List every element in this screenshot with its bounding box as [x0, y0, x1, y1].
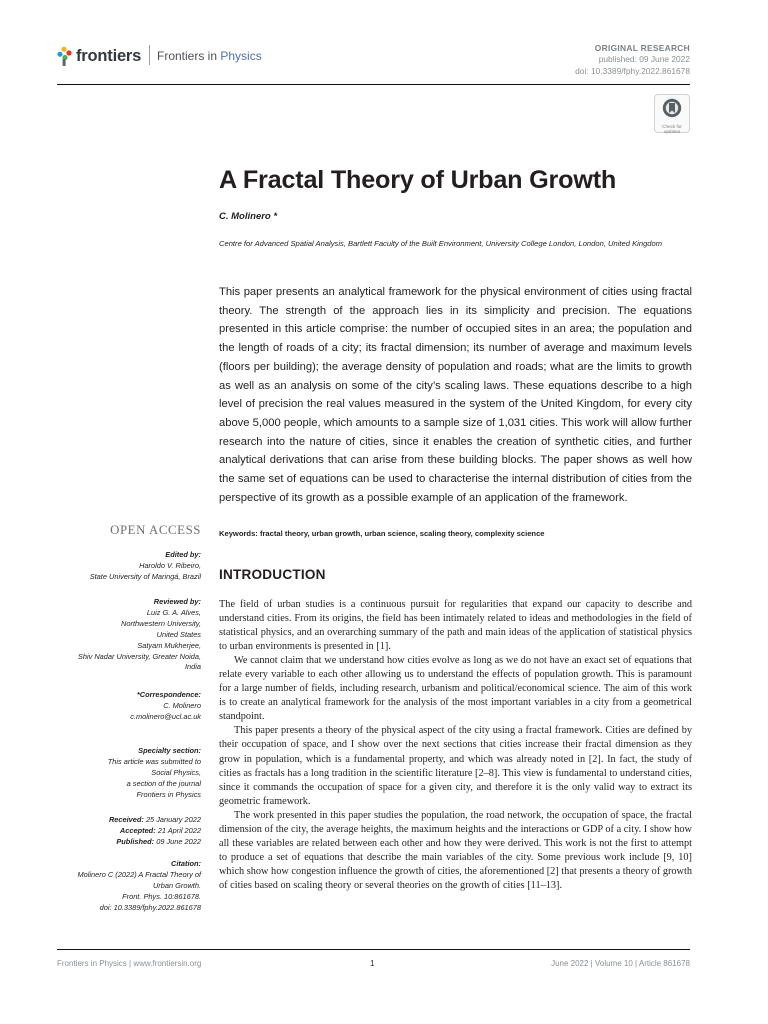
correspondence-section: [40, 690, 201, 723]
footer-rule: [57, 949, 690, 950]
keywords-text: fractal theory, urban growth, urban science, scaling theory, complexity science: [259, 529, 545, 538]
check-updates-icon: [662, 98, 682, 118]
citation-doi[interactable]: doi: 10.3389/fphy.2022.861678: [99, 902, 201, 912]
frontiers-logo[interactable]: [57, 44, 141, 68]
citation-line: Front. Phys. 10:861678.: [122, 891, 201, 901]
correspondence-email[interactable]: c.molinero@ucl.ac.uk: [130, 711, 201, 721]
received-date: [40, 815, 201, 826]
brand-wordmark: frontiers: [76, 46, 142, 65]
body-paragraph: The field of urban studies is a continuous pursuit for regularities that expand our capacity to describe and understand cities. From its origins, the field has been intimately related to ideas and methodologies in the field of statistical physics, and an overarching summary of the path and main ideas of the application of statistical physics to urban environments is presented in [1].: [219, 599, 692, 653]
correspondence-label: *Correspondence:: [136, 690, 201, 699]
footer-journal[interactable]: Frontiers in Physics | www.frontiersin.org: [57, 959, 202, 968]
specialty-label: Specialty section:: [138, 746, 201, 755]
body-paragraph: We cannot claim that we understand how cities evolve as long as we do not have an exact set of equations that relate every variable to each other allowing us to understand the effects of population growth. This is paramount for a large number of fields, including research, urbanism and political/economical science. The aim of this work is to create an analytical framework for the analysis of the most important variables in a city from a geometrical standpoint.: [219, 655, 692, 723]
specialty-line: This article was submitted to: [107, 756, 201, 766]
specialty-line: Social Physics,: [151, 767, 201, 777]
author-affiliation: Centre for Advanced Spatial Analysis, Bartlett Faculty of the Built Environment, University College London, London, United Kingdom: [219, 239, 663, 248]
header-divider: [149, 45, 150, 65]
dates-section: [40, 815, 201, 848]
reviewer-line: India: [184, 662, 201, 672]
frontiers-logo-icon: [57, 46, 73, 66]
specialty-section: [40, 746, 201, 801]
reviewer-line: Satyam Mukherjee,: [137, 640, 201, 650]
published-date-side: [40, 837, 201, 848]
paper-title: A Fractal Theory of Urban Growth: [219, 166, 617, 194]
open-access-label: OPEN ACCESS: [110, 523, 201, 537]
reviewed-by-section: [40, 597, 201, 673]
specialty-line: Frontiers in Physics: [136, 789, 201, 799]
journal-accent: Physics: [220, 49, 262, 63]
doi-link[interactable]: doi: 10.3389/fphy.2022.861678: [575, 65, 690, 76]
check-updates-line2: updates: [663, 129, 681, 134]
accepted-value: 21 April 2022: [157, 825, 201, 835]
accepted-date: [40, 826, 201, 837]
journal-prefix: Frontiers in: [157, 49, 221, 63]
abstract: This paper presents an analytical framework for the physical environment of cities using fractal theory. The strength of the approach lies in its simplicity and precision. The equations presented in this article comprise: the number of occupied sites in an area; the population and the length of roads of a city; its fractal dimension; its number of average and maximum levels (floors per building); the average density of population and roads; what are the limits to growth as well as an analysis on some of the city’s scaling laws. These equations describe to a high level of precision the real values measured in the system of the United Kingdom, for every city above 5,000 people, which amounts to a sample size of 1,031 cities. This work will allow further research into the nature of cities, since it enables the creation of synthetic cities, and further analytical derivations that can arise from these building blocks. The paper shows as well how the same set of equations can be used to characterise the internal distribution of cities from the perspective of its growth as a possible example of an application of the framework.: [219, 286, 692, 504]
citation-line: Urban Growth.: [152, 880, 201, 890]
page-number: 1: [370, 959, 375, 968]
editor-line: Haroldo V. Ribeiro,: [139, 560, 201, 570]
reviewer-line: Luiz G. A. Alves,: [146, 607, 201, 617]
reviewer-line: Shiv Nadar University, Greater Noida,: [77, 651, 201, 661]
header-rule: [57, 84, 690, 85]
published-label: Published:: [116, 836, 155, 846]
footer-issue: June 2022 | Volume 10 | Article 861678: [551, 959, 690, 968]
body-paragraph: The work presented in this paper studies the population, the road network, the occupation of space, the fractal dimension of the city, the average heights, the maximum heights and the interactions or GDP of a city. I show how all these variables are related between each other and how they were derived. This work is not the first to attempt to produce a set of equations that describe the main variables of the city. Some previous work include [9, 10] which show how congestion influence the growth of cities, the aforementioned [2] that presents a theory of growth of cities based on scaling theory or several theories on the growth of cities [11–13].: [219, 809, 692, 891]
journal-name[interactable]: [157, 49, 262, 63]
check-for-updates-badge[interactable]: [654, 94, 690, 133]
author-name[interactable]: C. Molinero *: [219, 211, 278, 222]
published-value: 09 June 2022: [156, 836, 201, 846]
article-meta: [575, 43, 690, 77]
published-date: published: 09 June 2022: [598, 54, 690, 65]
introduction-heading: INTRODUCTION: [219, 567, 326, 582]
accepted-label: Accepted:: [119, 825, 156, 835]
article-type: ORIGINAL RESEARCH: [594, 43, 690, 53]
body-paragraph: This paper presents a theory of the physical aspect of the city using a fractal framework. Cities are defined by their occupation of space, and I show over the next sections that cities increase their fractal dimension as they grow in population, which is a fundamental property, and which was already noted in [2]. In fact, the study of cities as fractals has a long tradition in the scientific literature [2–8]. This view is fundamental to understand cities, since it commands the occupation of space for a given city, and therefore it is the only valid way to extract its geometric framework.: [219, 725, 692, 807]
reviewer-line: Northwestern University,: [121, 618, 201, 628]
reviewer-line: United States: [156, 629, 201, 639]
keywords-label: Keywords:: [219, 529, 258, 538]
received-value: 25 January 2022: [145, 815, 201, 824]
specialty-line: a section of the journal: [126, 778, 201, 788]
keywords: [219, 529, 545, 538]
check-updates-line1: Check for: [662, 124, 682, 129]
citation-section: [40, 859, 201, 914]
received-label: Received:: [108, 815, 144, 824]
body-text: [219, 598, 692, 893]
citation-label: Citation:: [171, 859, 201, 868]
citation-line: Molinero C (2022) A Fractal Theory of: [77, 869, 201, 879]
editor-line: State University of Maringá, Brazil: [89, 571, 201, 581]
edited-by-section: [40, 550, 201, 583]
reviewed-by-label: Reviewed by:: [153, 597, 201, 606]
correspondence-name: C. Molinero: [163, 700, 201, 710]
edited-by-label: Edited by:: [165, 550, 201, 559]
